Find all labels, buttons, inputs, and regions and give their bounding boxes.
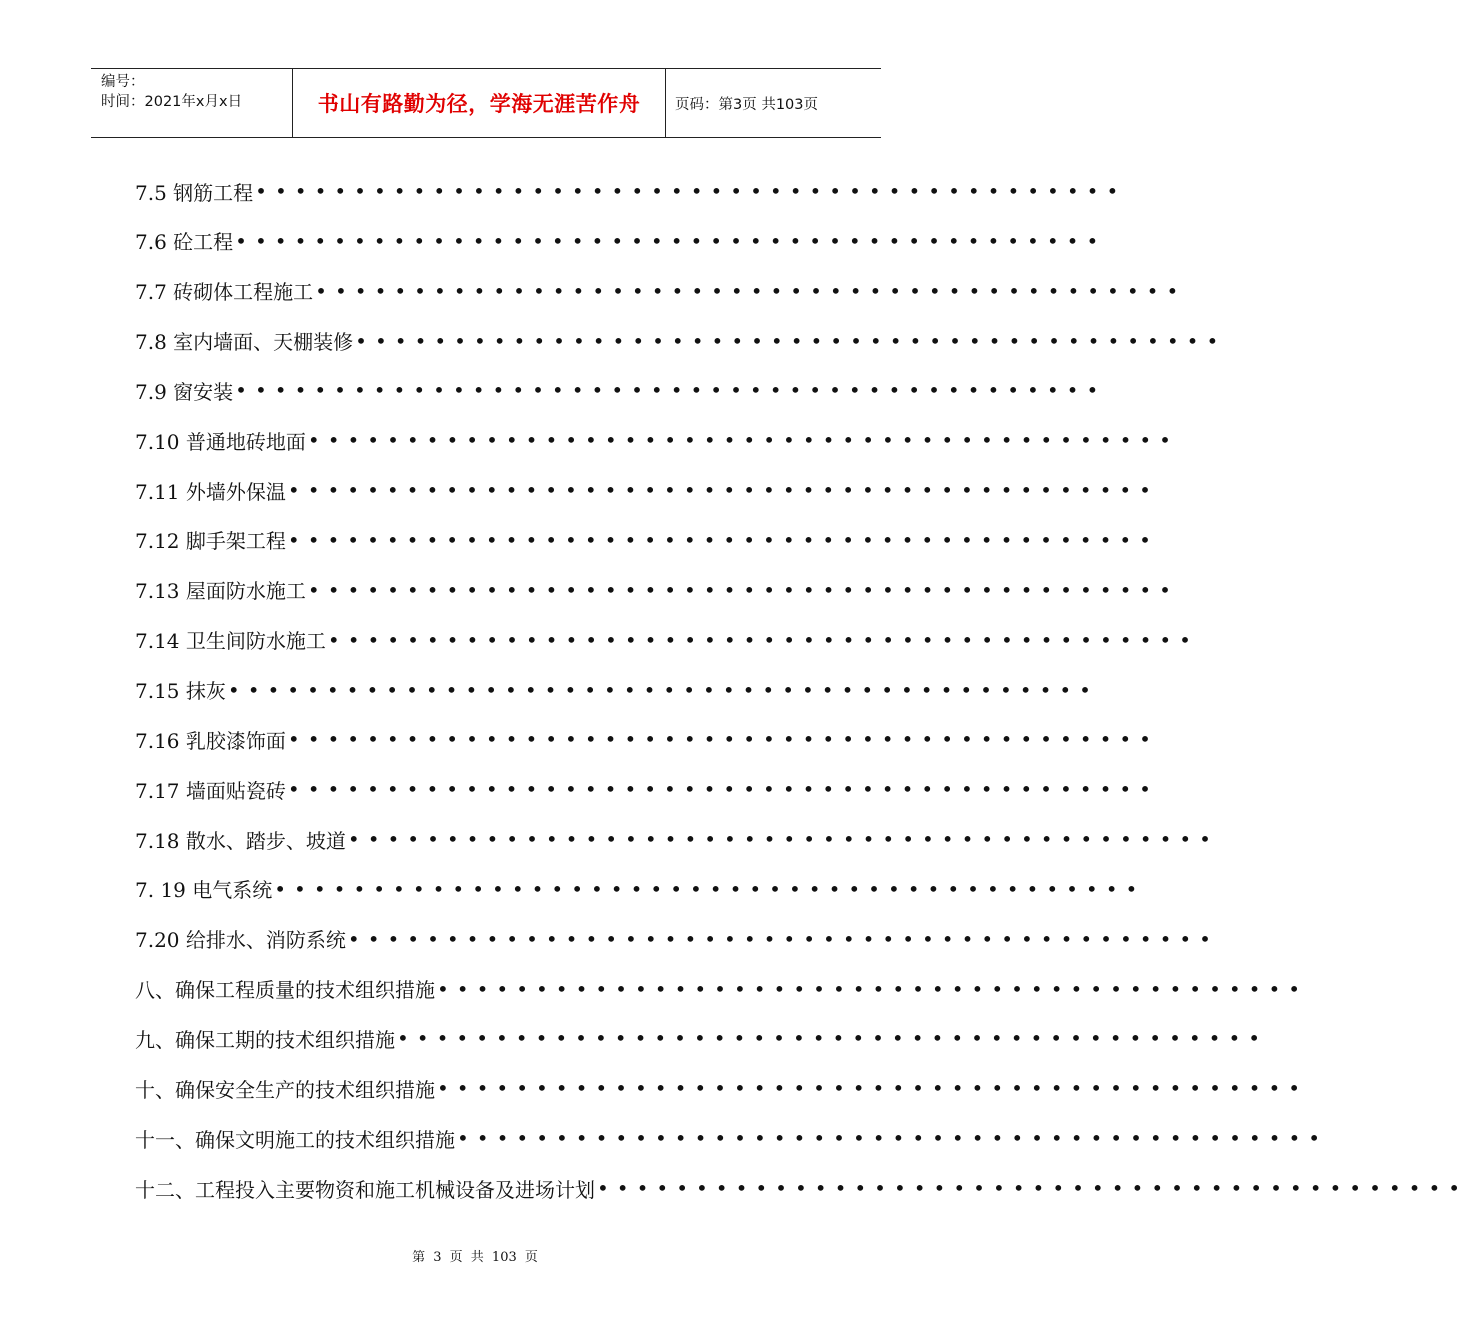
toc-leader-dots: •••••••••••••••••••••••••••••••••••••••••••• <box>287 478 1159 503</box>
toc-leader-dots: •••••••••••••••••••••••••••••••••••••••••••• <box>397 1026 1269 1051</box>
toc-leader-dots: •••••••••••••••••••••••••••••••••••••••••••• <box>287 777 1159 802</box>
toc-leader-dots: •••••••••••••••••••••••••••••••••••••••••••• <box>255 179 1127 203</box>
header-meta <box>91 69 293 137</box>
toc-entry-title: 十、确保安全生产的技术组织措施 <box>135 1077 435 1102</box>
header-motto: 书山有路勤为径，学海无涯苦作舟 <box>293 69 666 137</box>
toc-leader-dots: •••••••••••••••••••••••••••••••••••••••••••• <box>315 278 1187 303</box>
toc-entry-title: 7.11 外墙外保温 <box>135 479 286 504</box>
toc-entry-title: 7.5 钢筋工程 <box>135 180 254 205</box>
toc-leader-dots: •••••••••••••••••••••••••••••••••••••••••••• <box>355 328 1227 353</box>
toc-entry-title: 十二、工程投入主要物资和施工机械设备及进场计划 <box>135 1177 595 1202</box>
toc-entry[interactable] <box>135 724 1159 754</box>
toc-leader-dots: •••••••••••••••••••••••••••••••••••••••••••• <box>235 228 1107 253</box>
toc-entry-title: 7.18 散水、踏步、坡道 <box>135 828 346 853</box>
toc-entry[interactable] <box>135 974 1309 1004</box>
toc-leader-dots: •••••••••••••••••••••••••••••••••••••••••••• <box>597 1176 1468 1200</box>
toc-entry[interactable] <box>135 525 1159 555</box>
toc-entry-title: 7.9 窗安装 <box>135 379 234 404</box>
toc-entry[interactable] <box>135 625 1199 655</box>
toc-entry[interactable] <box>135 475 1159 505</box>
toc-entry[interactable] <box>135 1123 1329 1153</box>
toc-leader-dots: •••••••••••••••••••••••••••••••••••••••••••• <box>235 378 1107 403</box>
toc-entry[interactable] <box>135 326 1227 356</box>
toc-leader-dots: •••••••••••••••••••••••••••••••••••••••••••• <box>437 1076 1309 1101</box>
toc-leader-dots: •••••••••••••••••••••••••••••••••••••••••••• <box>457 1126 1329 1151</box>
toc-leader-dots: •••••••••••••••••••••••••••••••••••••••••••• <box>227 677 1099 702</box>
toc-entry[interactable] <box>135 774 1159 804</box>
toc-entry-title: 十一、确保文明施工的技术组织措施 <box>135 1127 455 1152</box>
toc-leader-dots: •••••••••••••••••••••••••••••••••••••••••••• <box>307 428 1179 453</box>
toc-entry[interactable] <box>135 226 1107 256</box>
toc-entry[interactable] <box>135 1023 1269 1053</box>
toc-entry[interactable] <box>135 1173 1468 1203</box>
toc-entry-title: 7.20 给排水、消防系统 <box>135 928 346 953</box>
toc-entry-title: 7.16 乳胶漆饰面 <box>135 728 286 753</box>
page-footer: 第 3 页 共 103 页 <box>412 1250 538 1265</box>
toc-leader-dots: •••••••••••••••••••••••••••••••••••••••••••• <box>307 577 1179 602</box>
toc-entry[interactable] <box>135 924 1219 954</box>
toc-entry-title: 7.7 砖砌体工程施工 <box>135 280 314 305</box>
toc-leader-dots: •••••••••••••••••••••••••••••••••••••••••••• <box>327 627 1199 652</box>
toc-entry-title: 7. 19 电气系统 <box>135 878 273 903</box>
header-page-label: 页码：第3页 共103页 <box>675 96 819 113</box>
toc-entry-title: 7.17 墙面贴瓷砖 <box>135 778 286 803</box>
toc-entry-title: 九、确保工期的技术组织措施 <box>135 1027 395 1052</box>
toc-entry[interactable] <box>135 874 1146 904</box>
toc-entry[interactable] <box>135 425 1179 455</box>
toc-entry-title: 7.8 室内墙面、天棚装修 <box>135 330 354 355</box>
toc-leader-dots: •••••••••••••••••••••••••••••••••••••••••••• <box>347 926 1219 951</box>
toc-entry-title: 7.6 砼工程 <box>135 230 234 255</box>
toc-leader-dots: •••••••••••••••••••••••••••••••••••••••••••• <box>287 527 1159 552</box>
code-label: 编号： <box>101 74 145 90</box>
toc-entry[interactable] <box>135 276 1187 306</box>
toc-entry-title: 7.14 卫生间防水施工 <box>135 629 326 654</box>
toc-entry-title: 7.15 抹灰 <box>135 679 226 703</box>
toc-entry[interactable] <box>135 575 1179 605</box>
toc-entry[interactable] <box>135 375 1107 405</box>
toc-entry-title: 7.12 脚手架工程 <box>135 529 286 554</box>
toc-entry[interactable] <box>135 675 1099 705</box>
toc-entry-title: 八、确保工程质量的技术组织措施 <box>135 978 435 1003</box>
toc-entry[interactable] <box>135 824 1219 854</box>
toc-entry-title: 7.13 屋面防水施工 <box>135 579 306 604</box>
toc-leader-dots: •••••••••••••••••••••••••••••••••••••••••••• <box>437 976 1309 1001</box>
toc-leader-dots: •••••••••••••••••••••••••••••••••••••••••••• <box>287 727 1159 752</box>
toc-entry-title: 7.10 普通地砖地面 <box>135 429 306 454</box>
toc-leader-dots: •••••••••••••••••••••••••••••••••••••••••••• <box>347 827 1219 852</box>
toc-leader-dots: •••••••••••••••••••••••••••••••••••••••••••• <box>274 876 1146 901</box>
toc-entry[interactable] <box>135 176 1127 206</box>
document-header <box>91 68 881 138</box>
toc-entry[interactable] <box>135 1073 1309 1103</box>
time-label: 时间：2021年x月x日 <box>101 94 243 110</box>
